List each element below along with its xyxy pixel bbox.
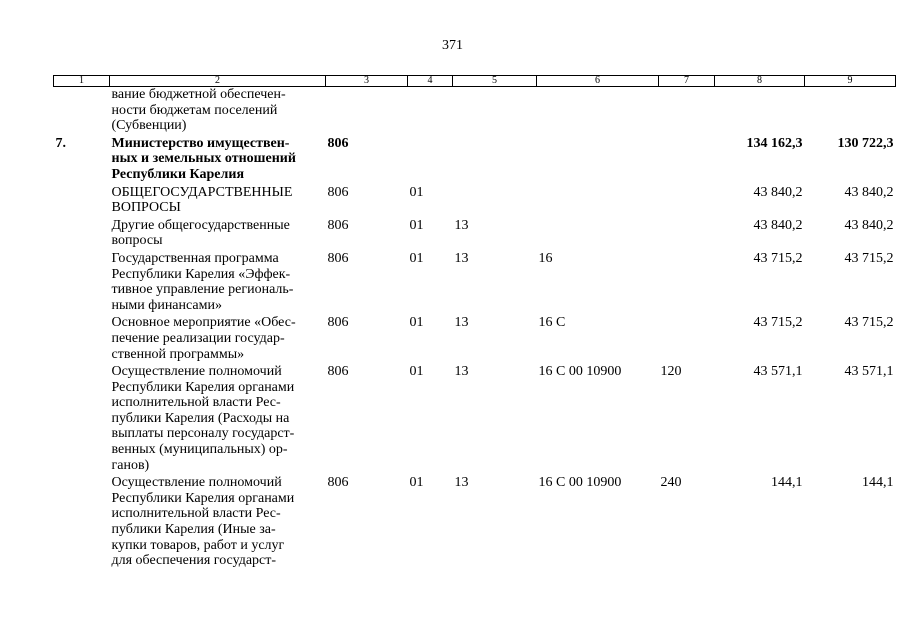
description-line: для обеспечения государст- [111, 553, 277, 569]
section-code-cell: 01 [409, 315, 424, 331]
table-row [54, 136, 896, 185]
target-article-cell [537, 136, 659, 185]
amount-year-2-cell: 43 715,2 [844, 315, 894, 331]
description-line: венных (муниципальных) ор- [111, 442, 288, 458]
section-code-cell: 01 [409, 475, 424, 491]
target-article-cell: 16 С [538, 315, 566, 331]
row-number-cell [54, 475, 110, 571]
amount-year-1-cell: 144,1 [771, 475, 803, 491]
section-code-cell: 01 [409, 217, 424, 233]
row-number-cell [54, 315, 110, 364]
description-line: Основное мероприятие «Обес- [111, 315, 296, 331]
expense-type-cell [659, 251, 715, 315]
table-body [54, 87, 896, 571]
ministry-code-cell [326, 87, 408, 136]
table-row [54, 364, 896, 475]
amount-year-1-cell: 43 840,2 [753, 184, 803, 200]
column-header-6: 6 [537, 76, 659, 87]
subsection-code-cell: 13 [454, 250, 469, 266]
amount-year-1-cell: 43 715,2 [753, 315, 803, 331]
amount-year-2-cell: 43 715,2 [844, 250, 894, 266]
amount-year-2-cell: 43 840,2 [844, 217, 894, 233]
row-number-cell [54, 185, 110, 218]
description-line: ными финансами» [111, 297, 222, 313]
description-line: исполнительной власти Рес- [111, 506, 281, 522]
ministry-code-cell: 806 [327, 184, 349, 200]
table-row [54, 315, 896, 364]
expense-type-cell [659, 136, 715, 185]
description-line: Министерство имуществен- [111, 135, 290, 151]
section-code-cell: 01 [409, 184, 424, 200]
column-header-7: 7 [659, 76, 715, 87]
table-row [54, 475, 896, 571]
expense-type-cell [659, 218, 715, 251]
description-cell [110, 185, 326, 218]
description-line: Республики Карелия [111, 166, 245, 182]
description-line: Другие общегосударственные [111, 217, 290, 233]
subsection-code-cell: 13 [454, 364, 469, 380]
description-line: вание бюджетной обеспечен- [111, 87, 286, 102]
section-code-cell [408, 87, 453, 136]
description-cell [110, 136, 326, 185]
row-number-cell [54, 364, 110, 475]
target-article-cell [537, 218, 659, 251]
amount-year-1-cell: 43 840,2 [753, 217, 803, 233]
description-line: тивное управление региональ- [111, 282, 294, 298]
subsection-code-cell [453, 87, 537, 136]
amount-year-1-cell: 134 162,3 [746, 135, 803, 151]
description-line: публики Карелия (Иные за- [111, 522, 276, 538]
expense-type-cell [659, 87, 715, 136]
description-line: печение реализации государ- [111, 330, 285, 346]
expense-type-cell: 120 [660, 364, 682, 380]
description-line: выплаты персоналу государст- [111, 426, 295, 442]
target-article-cell: 16 С 00 10900 [538, 475, 622, 491]
description-cell [110, 87, 326, 136]
row-number-cell [54, 218, 110, 251]
expense-type-cell [659, 185, 715, 218]
target-article-cell: 16 [538, 250, 553, 266]
amount-year-1-cell: 43 715,2 [753, 250, 803, 266]
budget-table [53, 75, 896, 571]
ministry-code-cell: 806 [327, 250, 349, 266]
column-header-3: 3 [326, 76, 408, 87]
amount-year-2-cell: 43 840,2 [844, 184, 894, 200]
amount-year-2-cell: 144,1 [862, 475, 894, 491]
table-row [54, 87, 896, 136]
target-article-cell [537, 87, 659, 136]
description-line: вопросы [111, 233, 163, 249]
section-code-cell: 01 [409, 364, 424, 380]
description-cell [110, 251, 326, 315]
target-article-cell: 16 С 00 10900 [538, 364, 622, 380]
target-article-cell [537, 185, 659, 218]
row-number-cell [54, 87, 110, 136]
expense-type-cell: 240 [660, 475, 682, 491]
expense-type-cell [659, 315, 715, 364]
description-line: ганов) [111, 457, 150, 473]
subsection-code-cell [453, 185, 537, 218]
description-line: купки товаров, работ и услуг [111, 537, 285, 553]
table-row [54, 185, 896, 218]
description-line: (Субвенции) [111, 118, 187, 134]
column-header-8: 8 [715, 76, 805, 87]
amount-year-2-cell [805, 87, 896, 136]
description-line: Осуществление полномочий [111, 475, 282, 491]
row-number-cell [54, 251, 110, 315]
ministry-code-cell: 806 [327, 135, 349, 151]
ministry-code-cell: 806 [327, 364, 349, 380]
description-line: Республики Карелия «Эффек- [111, 266, 291, 282]
column-header-1: 1 [54, 76, 110, 87]
row-number-cell: 7. [55, 135, 66, 151]
description-cell [110, 475, 326, 571]
column-header-9: 9 [805, 76, 896, 87]
column-header-5: 5 [453, 76, 537, 87]
column-number-header-row [54, 76, 896, 87]
column-header-2: 2 [110, 76, 326, 87]
description-cell [110, 364, 326, 475]
section-code-cell [408, 136, 453, 185]
description-line: ОБЩЕГОСУДАРСТВЕННЫЕ [111, 184, 293, 200]
subsection-code-cell [453, 136, 537, 185]
description-line: ности бюджетам поселений [111, 102, 278, 118]
table-row [54, 218, 896, 251]
description-cell [110, 315, 326, 364]
description-line: Республики Карелия органами [111, 379, 295, 395]
ministry-code-cell: 806 [327, 475, 349, 491]
amount-year-1-cell: 43 571,1 [753, 364, 803, 380]
column-header-4: 4 [408, 76, 453, 87]
section-code-cell: 01 [409, 250, 424, 266]
description-line: ных и земельных отношений [111, 151, 296, 167]
subsection-code-cell: 13 [454, 475, 469, 491]
table-row [54, 251, 896, 315]
ministry-code-cell: 806 [327, 315, 349, 331]
description-line: ВОПРОСЫ [111, 200, 181, 216]
subsection-code-cell: 13 [454, 217, 469, 233]
amount-year-1-cell [715, 87, 805, 136]
description-line: Республики Карелия органами [111, 490, 295, 506]
subsection-code-cell: 13 [454, 315, 469, 331]
description-line: Государственная программа [111, 250, 279, 266]
page-number: 371 [442, 38, 463, 53]
description-cell [110, 218, 326, 251]
description-line: ственной программы» [111, 346, 245, 362]
ministry-code-cell: 806 [327, 217, 349, 233]
amount-year-2-cell: 130 722,3 [837, 135, 894, 151]
description-line: публики Карелия (Расходы на [111, 410, 290, 426]
description-line: Осуществление полномочий [111, 364, 282, 380]
description-line: исполнительной власти Рес- [111, 395, 281, 411]
amount-year-2-cell: 43 571,1 [844, 364, 894, 380]
